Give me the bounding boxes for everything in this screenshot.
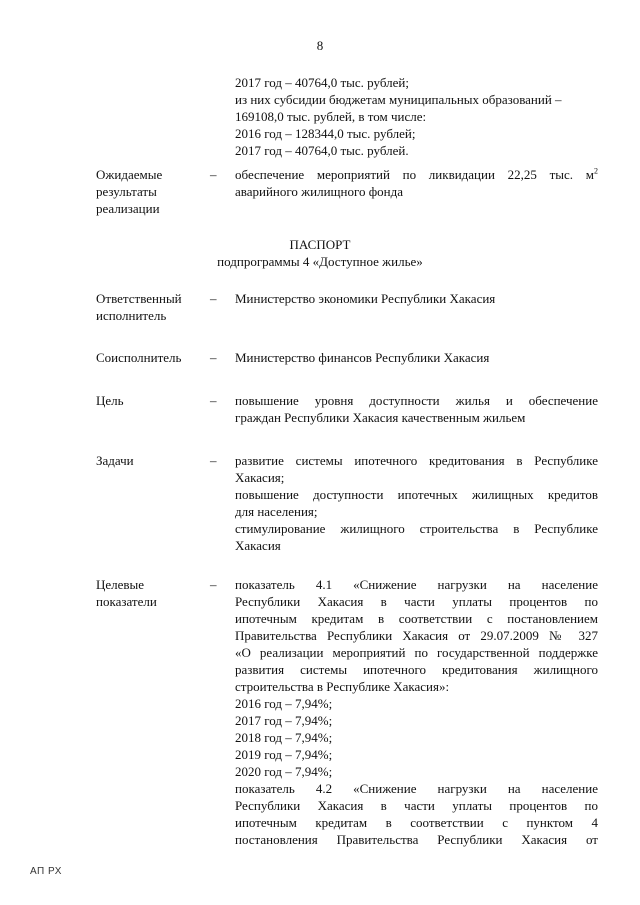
value-line: для населения; [235, 504, 318, 519]
row-value [235, 166, 598, 200]
row-label [96, 349, 181, 366]
value-line: 2016 год – 7,94%; [235, 696, 333, 711]
value-line: повышение доступности ипотечных жилищных кредитов [235, 487, 598, 502]
value-line: 2019 год – 7,94%; [235, 747, 333, 762]
text-line: из них субсидии бюджетам муниципальных образований – [235, 92, 562, 107]
text-line: 2016 год – 128344,0 тыс. рублей; [235, 126, 416, 141]
value-line: Хакасия; [235, 470, 285, 485]
superscript: 2 [594, 166, 598, 176]
value-line: аварийного жилищного фонда [235, 184, 404, 199]
value-line: повышение уровня доступности жилья и обеспечение [235, 393, 598, 408]
row-dash: – [210, 167, 217, 182]
row-value [235, 576, 598, 848]
label-line: Задачи [96, 453, 134, 468]
value-line: Хакасия [235, 538, 281, 553]
row-value [235, 452, 598, 554]
value-line: показатель 4.1 «Снижение нагрузки на население [235, 577, 598, 592]
value-line [235, 166, 598, 183]
text-line: 169108,0 тыс. рублей, в том числе: [235, 109, 427, 124]
row-label [96, 290, 182, 324]
row-dash: – [210, 291, 217, 306]
row-dash: – [210, 577, 217, 592]
label-line: показатели [96, 594, 157, 609]
row-label [96, 576, 157, 610]
row-dash: – [210, 393, 217, 408]
value-line: строительства в Республике Хакасия»: [235, 679, 450, 694]
value-line: 2020 год – 7,94%; [235, 764, 333, 779]
value-line: граждан Республики Хакасия качественным жильем [235, 410, 526, 425]
row-dash: – [210, 453, 217, 468]
label-line: Целевые [96, 577, 145, 592]
row-value [235, 349, 598, 366]
value-line: Министерство финансов Республики Хакасия [235, 350, 490, 365]
value-line: показатель 4.2 «Снижение нагрузки на население [235, 781, 598, 796]
value-line: развитие системы ипотечного кредитования в Республике [235, 453, 598, 468]
label-line: Ожидаемые [96, 167, 163, 182]
passport-title: ПАСПОРТ [289, 237, 351, 252]
row-label [96, 166, 162, 217]
value-line: Правительства Республики Хакасия от 29.07.2009 № 327 [235, 628, 598, 643]
value-line: «О реализации мероприятий по государственной поддержке [235, 645, 598, 660]
text-line: 2017 год – 40764,0 тыс. рублей. [235, 143, 409, 158]
page-number: 8 [316, 38, 324, 53]
value-line: ипотечным кредитам в соответствии с постановлением [235, 611, 598, 626]
label-line: Ответственный [96, 291, 182, 306]
text-line: 2017 год – 40764,0 тыс. рублей; [235, 75, 409, 90]
passport-subtitle: подпрограммы 4 «Доступное жилье» [217, 254, 423, 269]
value-line: ипотечным кредитам в соответствии с пунктом 4 [235, 815, 598, 830]
value-line: 2018 год – 7,94%; [235, 730, 333, 745]
label-line: Цель [96, 393, 124, 408]
value-line: Министерство экономики Республики Хакасия [235, 291, 496, 306]
value-text: обеспечение мероприятий по ликвидации 22,25 тыс. м [235, 167, 594, 182]
label-line: Соисполнитель [96, 350, 182, 365]
label-line: исполнитель [96, 308, 167, 323]
label-line: результаты [96, 184, 157, 199]
row-label [96, 392, 124, 409]
value-line: 2017 год – 7,94%; [235, 713, 333, 728]
value-line: развития системы ипотечного кредитования жилищного [235, 662, 598, 677]
label-line: реализации [96, 201, 160, 216]
row-value [235, 392, 598, 426]
value-line: Республики Хакасия в части уплаты процентов по [235, 798, 598, 813]
value-line: постановления Правительства Республики Хакасия от [235, 832, 598, 847]
value-line: Республики Хакасия в части уплаты процентов по [235, 594, 598, 609]
row-label [96, 452, 134, 469]
stamp-mark: АП РХ [30, 866, 62, 877]
row-value [235, 290, 598, 307]
value-line: стимулирование жилищного строительства в Республике [235, 521, 598, 536]
row-dash: – [210, 350, 217, 365]
